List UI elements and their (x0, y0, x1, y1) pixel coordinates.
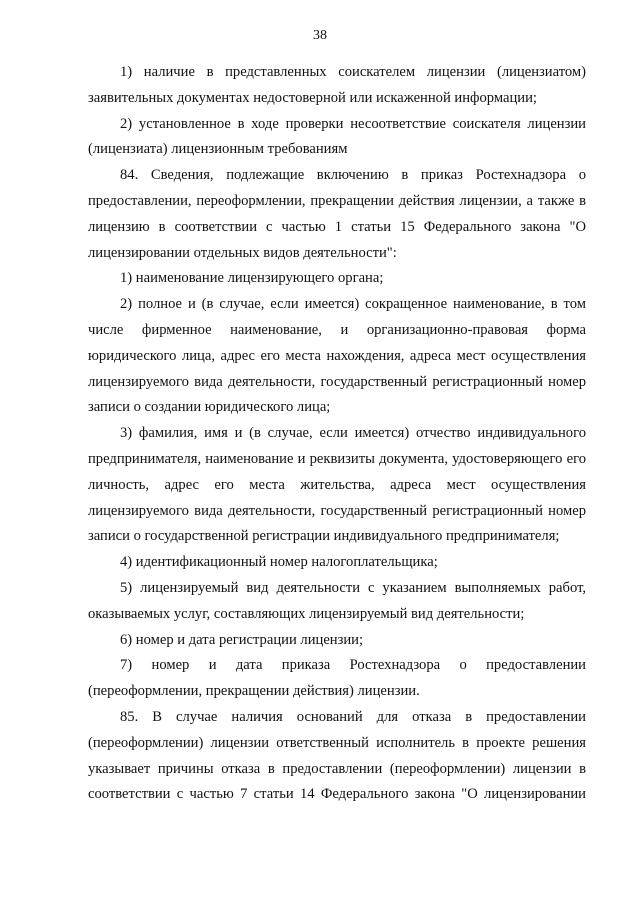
paragraph-item-2-legal-entity: 2) полное и (в случае, если имеется) сокращенное наименование, в том числе фирменное наименование, и организационно-правовая форма юридического лица, адрес его места нахождения, адреса мест осуществления лицензируемого вида деятельности, государственный регистрационный номер записи о создании юридического лица; (88, 296, 586, 416)
paragraph-item-6-license-number-date: 6) номер и дата регистрации лицензии; (120, 631, 364, 648)
paragraph-85-refusal-reasons: 85. В случае наличия оснований для отказа в предоставлении (переоформлении) лицензии ответственный исполнитель в проекте решения указывает причины отказа в предоставлении (переоформлении) лицензии в соответствии с частью 7 статьи 14 Федерального закона "О лицензировании (88, 708, 586, 803)
page-number: 38 (313, 28, 327, 43)
paragraph-item-7-order-number-date: 7) номер и дата приказа Ростехнадзора о предоставлении (переоформлении, прекращении действия) лицензии. (88, 657, 586, 700)
paragraph-item-3-entrepreneur: 3) фамилия, имя и (в случае, если имеется) отчество индивидуального предпринимателя, наименование и реквизиты документа, удостоверяющего его личность, адрес его места жительства, адреса мест осуществления лицензируемого вида деятельности, государственный регистрационный номер записи о государственной регистрации индивидуального предпринимателя; (88, 425, 586, 545)
paragraph-item-5-activity-type: 5) лицензируемый вид деятельности с указанием выполняемых работ, оказываемых услуг, составляющих лицензируемый вид деятельности; (88, 579, 586, 622)
paragraph-item-1-authority-name: 1) наименование лицензирующего органа; (120, 270, 384, 287)
paragraph-item-2-noncompliance: 2) установленное в ходе проверки несоответствие соискателя лицензии (лицензиата) лицензионным требованиям (88, 115, 586, 158)
document-body (88, 60, 586, 808)
paragraph-item-4-inn: 4) идентификационный номер налогоплательщика; (120, 554, 438, 571)
paragraph-84-info-intro: 84. Сведения, подлежащие включению в приказ Ростехнадзора о предоставлении, переоформлении, прекращении действия лицензии, а также в лицензию в соответствии с частью 1 статьи 15 Федерального закона "О лицензировании отдельных видов деятельности": (88, 167, 586, 261)
paragraph-item-1-invalid-info: 1) наличие в представленных соискателем лицензии (лицензиатом) заявительных документах недостоверной или искаженной информации; (88, 64, 586, 106)
